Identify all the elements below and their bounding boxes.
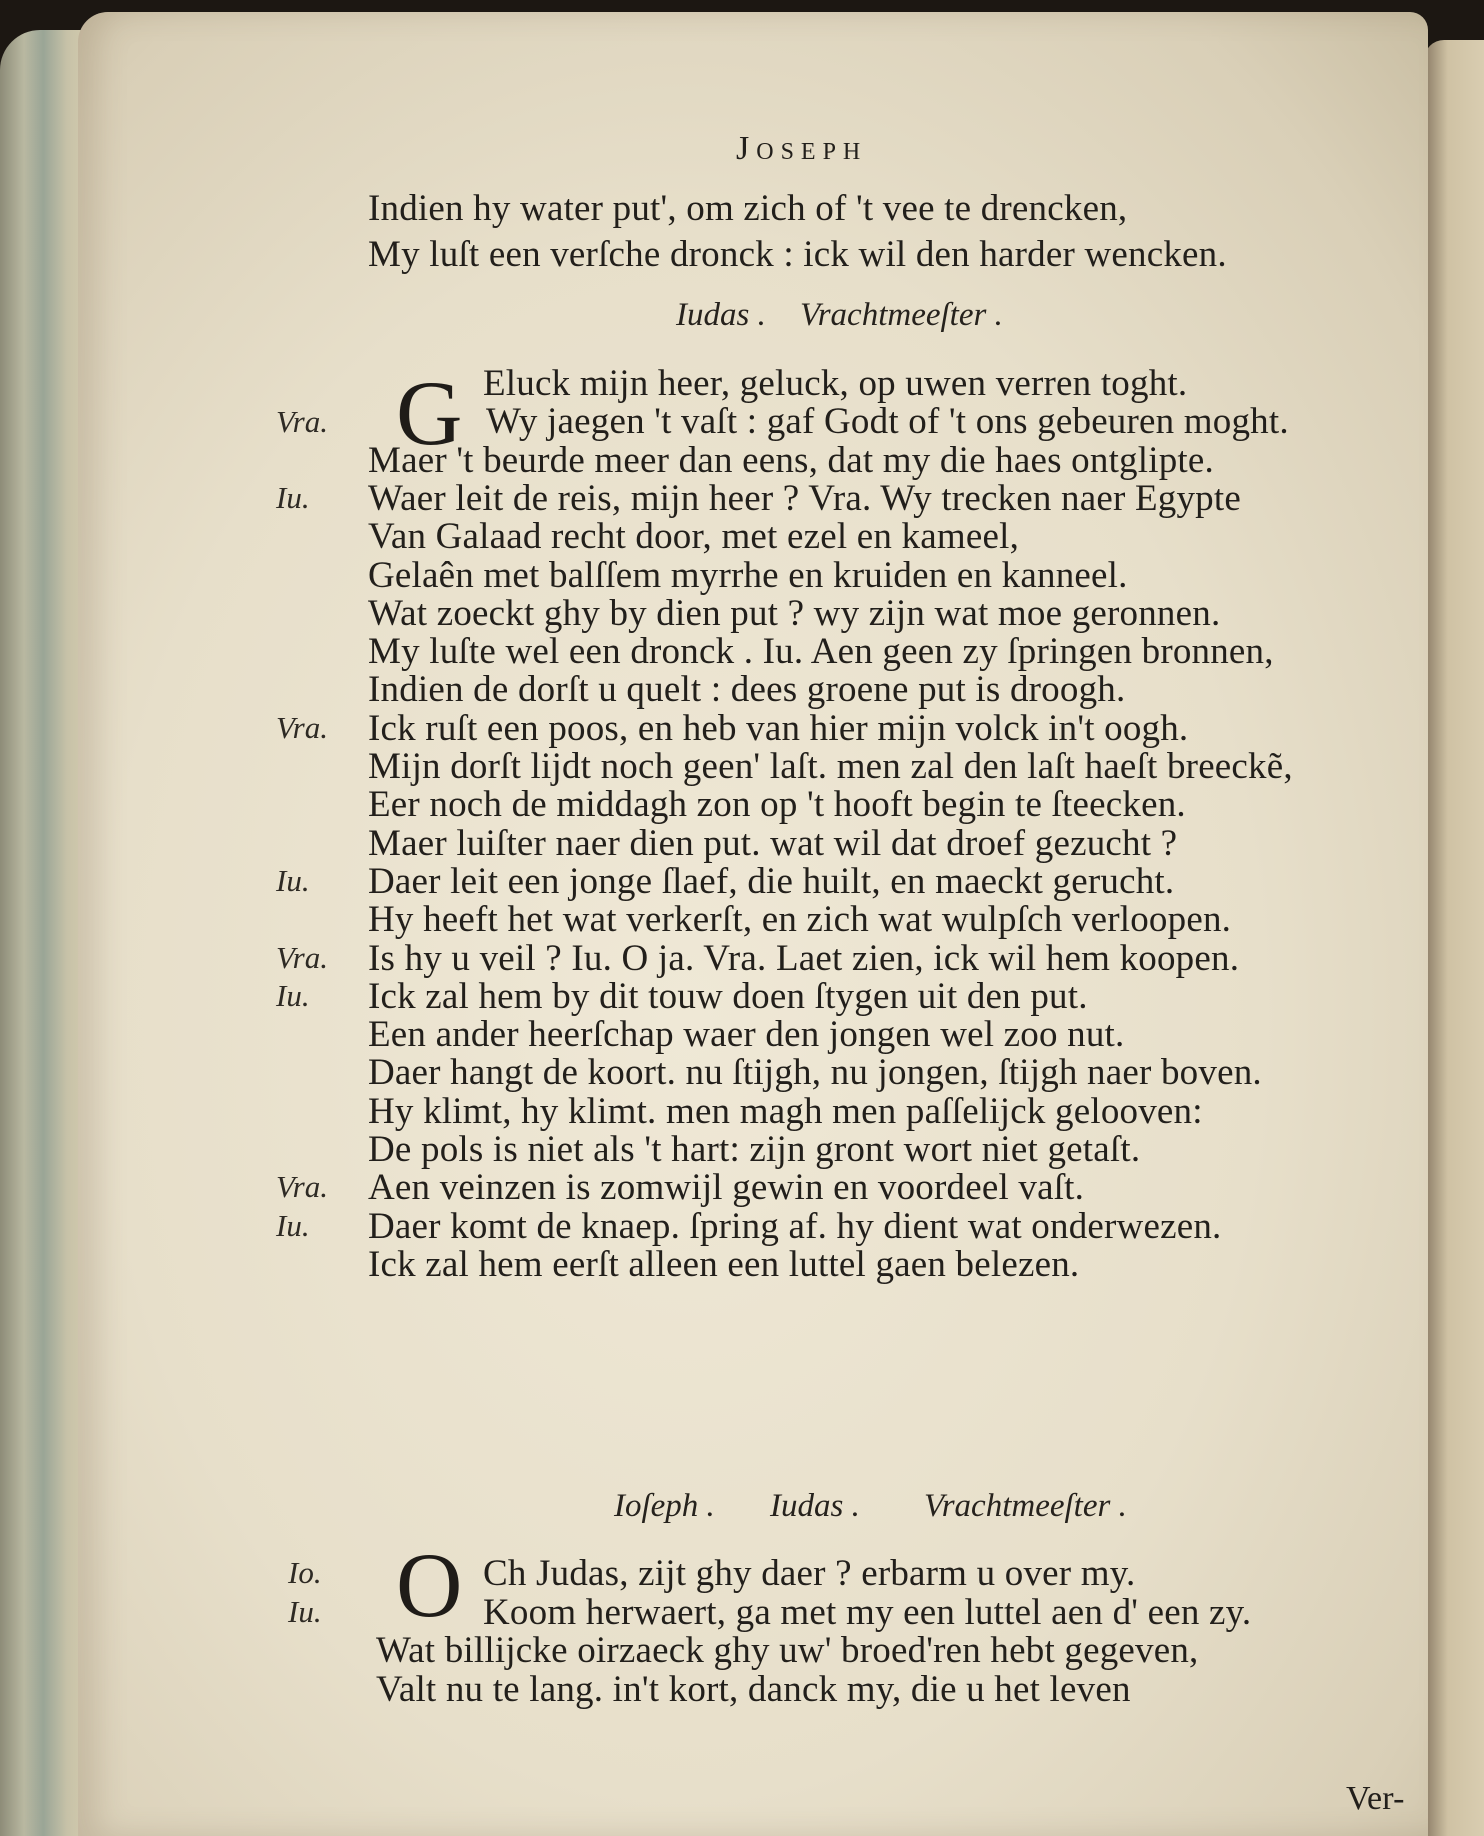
speaker-label: Vra. <box>276 939 328 975</box>
speaker-label: Io. <box>288 1555 322 1590</box>
scene-heading-part: Iudas . <box>770 1488 860 1524</box>
drop-cap-o: O <box>396 1534 463 1636</box>
scene-heading-part: Iudas . <box>676 297 766 333</box>
verse-line: Daer hangt de koort. nu ſtijgh, nu jongen, ſtijgh naer boven. <box>368 1052 1262 1094</box>
running-head: Joseph <box>736 130 868 167</box>
verse-line: Wat billijcke oirzaeck ghy uw' broed'ren hebt gegeven, <box>376 1630 1199 1671</box>
speaker-label: Iu. <box>288 1593 322 1629</box>
verse-line: Is hy u veil ? Iu. O ja. Vra. Laet zien, ick wil hem koopen. <box>368 937 1240 979</box>
speaker-label: Iu. <box>276 977 310 1013</box>
verse-line: Indien hy water put', om zich of 't vee te drencken, <box>368 188 1128 229</box>
verse-line: Een ander heerſchap waer den jongen wel zoo nut. <box>368 1014 1125 1056</box>
speaker-label: Vra. <box>276 1169 328 1205</box>
verse-line: Valt nu te lang. in't kort, danck my, die u het leven <box>376 1668 1131 1710</box>
facing-page-edge <box>1424 40 1484 1836</box>
verse-line: Waer leit de reis, mijn heer ? Vra. Wy trecken naer Egypte <box>368 477 1241 519</box>
verse-line: Koom herwaert, ga met my een luttel aen d' een zy. <box>483 1591 1252 1633</box>
verse-line: De pols is niet als 't hart: zijn gront wort niet getaſt. <box>368 1129 1141 1170</box>
verse-line: Ch Judas, zijt ghy daer ? erbarm u over my. <box>483 1553 1136 1594</box>
speaker-label: Iu. <box>276 479 310 515</box>
verse-line: Ick ruſt een poos, en heb van hier mijn volck in't oogh. <box>368 707 1189 749</box>
drop-cap-g: G <box>396 362 463 464</box>
scene-heading-part: Vrachtmeeſter . <box>800 297 1003 333</box>
verse-line: Maer luiſter naer dien put. wat wil dat droef gezucht ? <box>368 822 1178 864</box>
verse-line: Wat zoeckt ghy by dien put ? wy zijn wat moe geronnen. <box>368 592 1221 634</box>
scene-heading-part: Vrachtmeeſter . <box>924 1488 1127 1524</box>
verse-line: Hy klimt, hy klimt. men magh men paſſelijck gelooven: <box>368 1090 1203 1132</box>
verse-line: Aen veinzen is zomwijl gewin en voordeel vaſt. <box>368 1167 1085 1209</box>
speaker-label: Vra. <box>276 709 328 745</box>
verse-line: Indien de dorſt u quelt : dees groene put is droogh. <box>368 669 1126 711</box>
book-page <box>78 12 1428 1836</box>
speaker-label: Iu. <box>276 862 310 898</box>
verse-line: My luſte wel een dronck . Iu. Aen geen zy ſpringen bronnen, <box>368 631 1274 673</box>
verse-line: Hy heeft het wat verkerſt, en zich wat wulpſch verloopen. <box>368 899 1232 941</box>
speaker-label: Vra. <box>276 404 328 440</box>
verse-line: Ick zal hem eerſt alleen een luttel gaen belezen. <box>368 1243 1080 1285</box>
verse-line: Daer komt de knaep. ſpring af. hy dient wat onderwezen. <box>368 1205 1222 1247</box>
verse-line: Eluck mijn heer, geluck, op uwen verren toght. <box>483 363 1188 404</box>
verse-line: Van Galaad recht door, met ezel en kameel, <box>368 516 1020 558</box>
verse-line: Gelaên met balſſem myrrhe en kruiden en kanneel. <box>368 554 1128 596</box>
verse-line: Daer leit een jonge ſlaef, die huilt, en maeckt gerucht. <box>368 860 1175 902</box>
verse-line: My luſt een verſche dronck : ick wil den harder wencken. <box>368 234 1227 275</box>
verse-line: Maer 't beurde meer dan eens, dat my die haes ontglipte. <box>368 439 1214 481</box>
catchword: Ver- <box>1346 1780 1405 1817</box>
verse-line: Mijn dorſt lijdt noch geen' laſt. men zal den laſt haeſt breeckẽ, <box>368 746 1293 787</box>
verse-line: Ick zal hem by dit touw doen ſtygen uit den put. <box>368 975 1088 1017</box>
verse-line: Eer noch de middagh zon op 't hooft begin te ſteecken. <box>368 784 1186 826</box>
scene-heading-part: Ioſeph . <box>614 1488 715 1524</box>
verse-line: Wy jaegen 't vaſt : gaf Godt of 't ons gebeuren moght. <box>486 401 1289 443</box>
speaker-label: Iu. <box>276 1207 310 1243</box>
